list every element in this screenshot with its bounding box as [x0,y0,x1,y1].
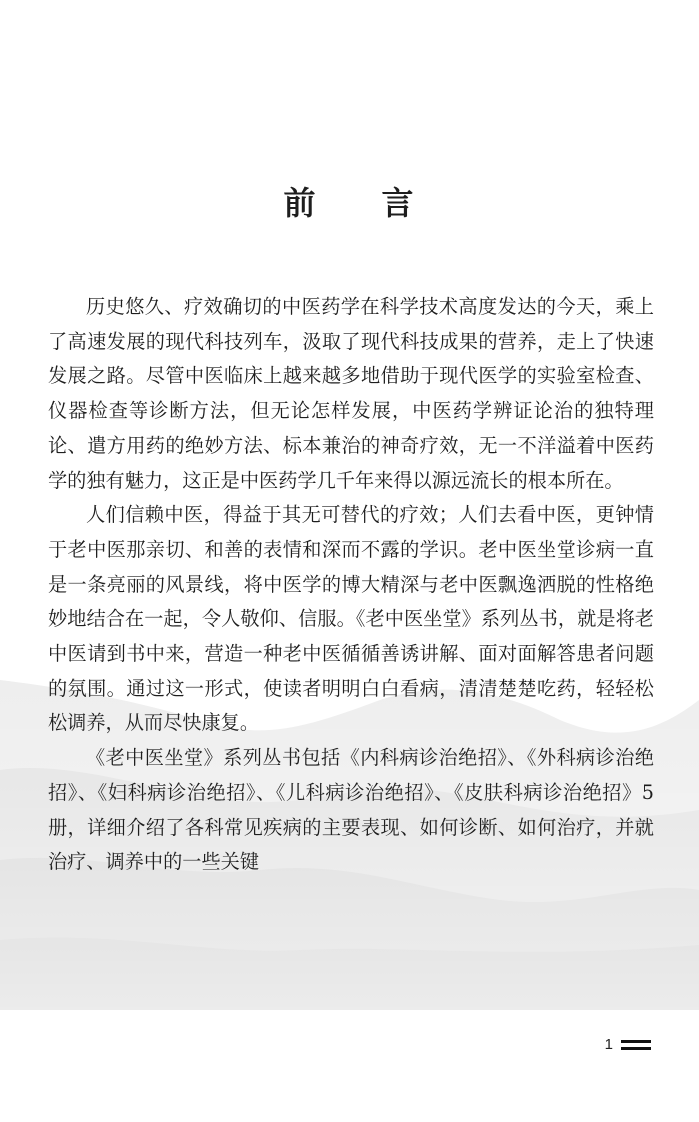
paragraph: 人们信赖中医，得益于其无可替代的疗效；人们去看中医，更钟情于老中医那亲切、和善的表情和深而不露的学识。老中医坐堂诊病一直是一条亮丽的风景线，将中医学的博大精深与老中医飘逸洒脱的性格绝妙地结合在一起，令人敬仰、信服。《老中医坐堂》系列丛书，就是将老中医请到书中来，营造一种老中医循循善诱讲解、面对面解答患者问题的氛围。通过这一形式，使读者明明白白看病，清清楚楚吃药，轻轻松松调养，从而尽快康复。 [48,503,654,735]
page-number: 1 [604,1036,613,1053]
page-marker-bars [621,1040,651,1050]
paragraph: 《老中医坐堂》系列丛书包括《内科病诊治绝招》、《外科病诊治绝招》、《妇科病诊治绝招》、《儿科病诊治绝招》、《皮肤科病诊治绝招》5 册，详细介绍了各科常见疾病的主要表现、如何诊断、如何治疗，并就治疗、调养中的一些关键 [48,746,654,874]
title-char-1: 前 [283,184,318,222]
paragraph: 历史悠久、疗效确切的中医药学在科学技术高度发达的今天，乘上了高速发展的现代科技列车，汲取了现代科技成果的营养，走上了快速发展之路。尽管中医临床上越来越多地借助于现代医学的实验室检查、仪器检查等诊断方法，但无论怎样发展，中医药学辨证论治的独特理论、遣方用药的绝妙方法、标本兼治的神奇疗效，无一不洋溢着中医药学的独有魅力，这正是中医药学几千年来得以源远流长的根本所在。 [48,295,654,492]
page-footer [605,1036,651,1053]
preface-body [48,290,654,880]
page-title [0,178,699,224]
title-char-2: 言 [381,184,416,222]
